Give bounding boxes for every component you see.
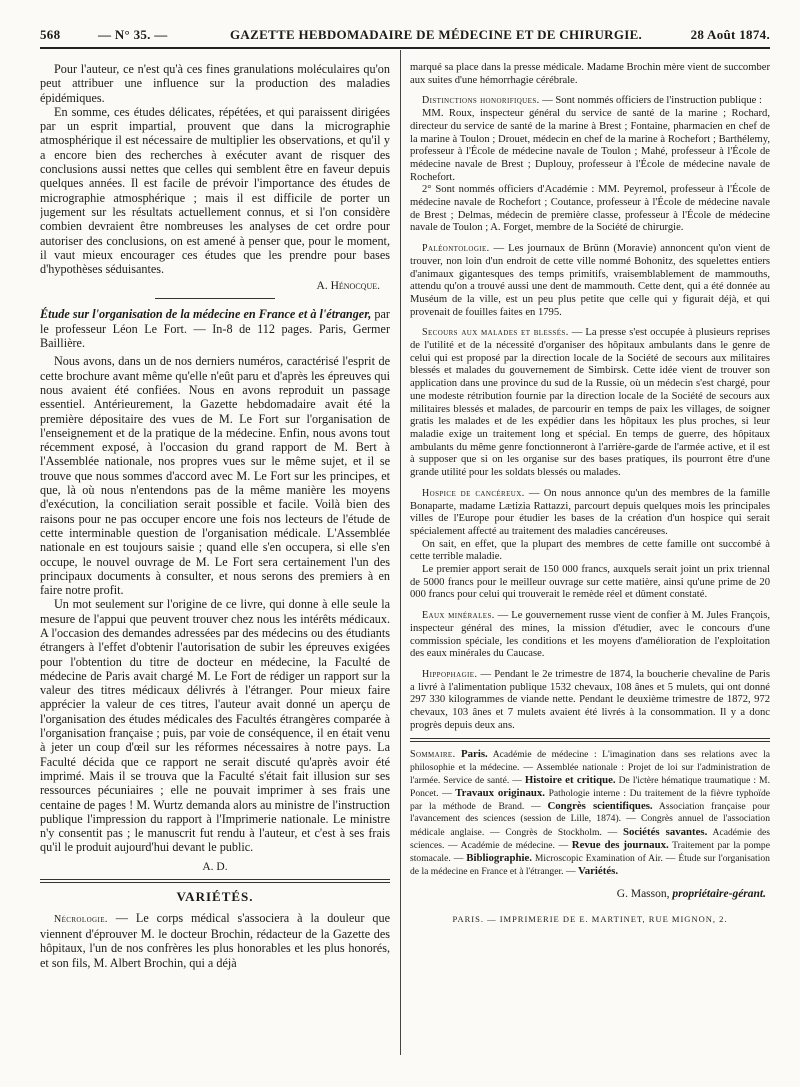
book-review-heading <box>40 307 390 350</box>
summary-travaux: Travaux originaux. <box>455 787 546 800</box>
hippophagie-label: Hippophagie. <box>422 668 478 680</box>
summary-text-6: Traitement par la pompe stomacale. — <box>410 839 770 865</box>
issue-number: — N° 35. — <box>98 27 168 42</box>
publisher-name: G. Masson, <box>616 888 673 901</box>
necrology-text: — Le corps médical s'associera à la douleur que viennent d'éprouver M. le docteur Brochin, rédacteur de la Gazette des hôpitaux, l'un de nos confrères les plus honorables et les plus honorés, et son fils, M. Albert Brochin, qui a déjà <box>40 910 390 970</box>
section-separator <box>155 298 275 299</box>
micrography-paragraph-2: En somme, ces études délicates, répétées, et qui paraissent dirigées par un esprit impartial, prouvent que dans la micrographie atmosphérique il est nécessaire de multiplier les observations, et qu'il y a encore bien des recherches à exécuter avant de risquer des conclusions aussi nettes que celles qui semblent être en faveur depuis quelques années. Il est facile de prévoir l'importance des études de micrographie atmosphérique ; mais il est difficile de porter un jugement sur les résultats actuellement connus, et si l'on considère combien devraient être nombreuses les analyses de cet ordre pour autoriser des conclusions, on est amené à penser que, pour le moment, il vaut mieux encourager ces études que les prendre pour bases d'hypothèses séduisantes. <box>40 104 390 277</box>
summary-bibliographie: Bibliographie. <box>466 852 532 865</box>
varietes-title: VARIÉTÉS. <box>176 888 254 904</box>
distinctions-intro-text: — Sont nommés officiers de l'instruction publique : <box>539 95 762 107</box>
summary-rule <box>410 738 770 742</box>
secours-label: Secours aux malades et blessés. <box>422 327 569 339</box>
left-column <box>40 62 390 1062</box>
necrology-paragraph <box>40 911 390 970</box>
column-divider <box>400 50 401 1055</box>
hippophagie-paragraph <box>410 669 770 733</box>
printer-line: PARIS. — IMPRIMERIE DE E. MARTINET, RUE MIGNON, 2. <box>452 914 728 925</box>
secours-text: — La presse s'est occupée à plusieurs reprises de l'utilité et de la nécessité d'organiser des hôpitaux ambulants dans le genre de celui qui est proposé par la direction locale de la Société de secours aux militaires blessés et malades du gouvernement de Simbirsk. Cette idée vient de trouver son application dans une province du sud de la Russie, où un médecin s'est chargé, pour une modeste rétribution fournie par la direction locale de la Société de secours aux militaires blessés et malades, de parcourir en temps de paix les villages, de soigner gratis les malades et de les expédier dans les hôpitaux les plus proches, si leur maladie exige un traitement long et spécial. En temps de guerre, des hôpitaux ambulants du même genre fonctionneront à l'arrière-garde de l'armée active, et il est à supposer que si on les organise sur des bases pratiques, ils pourront être d'une grande utilité pour les soldats blessés ou malades. <box>410 327 770 479</box>
hippophagie-text: — Pendant le 2e trimestre de 1874, la boucherie chevaline de Paris a livré à l'alimentation publique 1532 chevaux, 108 ânes et 5 mulets, qui ont donné 297 330 kilogrammes de viande nette. Pendant le deuxième trimestre de 1872, 972 chevaux, 103 ânes et 7 mulets avaient été livrés à la consommation. Il y a donc progrès depuis deux ans. <box>410 668 770 731</box>
distinctions-list-1: MM. Roux, inspecteur général du service de santé de la marine ; Rochard, directeur du service de santé de la marine à Brest ; Fontaine, pharmacien en chef de la marine à Toulon ; Drouet, médecin en chef de la marine à Rochefort ; Barthélemy, professeur à l'École de médecine navale de Toulon ; Mahé, professeur à l'École de médecine navale de Brest ; Duplouy, professeur à l'École de médecine navale de Rochefort. <box>410 108 770 183</box>
paleontology-paragraph <box>410 243 770 319</box>
summary-label: Sommaire. <box>410 749 456 761</box>
distinctions-intro <box>410 95 770 108</box>
book-details: par le professeur Léon Le Fort. — In-8 de 112 pages. Paris, Germer Baillière. <box>40 307 390 351</box>
paleontology-label: Paléontologie. <box>422 243 490 255</box>
eaux-label: Eaux minérales. <box>422 610 495 622</box>
hospice-paragraph <box>410 488 770 539</box>
book-title: Étude sur l'organisation de la médecine en France et à l'étranger, <box>40 307 372 322</box>
distinctions-list-2: 2° Sont nommés officiers d'Académie : MM. Peyremol, professeur à l'École de médecine navale de Rochefort ; Coutance, professeur à l'École de médecine navale de Brest ; Delmas, médecin de première classe, professeur à l'École de médecine navale de Toulon ; A. Forget, membre de la Société de chirurgie. <box>410 184 770 234</box>
signature-henocque: A. Hénocque. <box>316 280 380 293</box>
summary-text-2: De l'ictère hématique traumatique : M. Poncet. — <box>410 774 770 800</box>
necrology-label: Nécrologie. <box>54 913 108 925</box>
page-header <box>40 27 770 45</box>
hospice-label: Hospice de cancéreux. <box>422 487 525 499</box>
summary-text-7: Microscopic Examination of Air. — Étude sur l'organisation de la médecine en France et à l'étranger. — <box>410 853 770 878</box>
micrography-paragraph-1: Pour l'auteur, ce n'est qu'à ces fines granulations moléculaires qu'on peut attribuer une influence sur la production des maladies épidémiques. <box>40 62 390 105</box>
eaux-text: — Le gouvernement russe vient de confier à M. Jules François, inspecteur général des mines, la mission d'étudier, avec le concours d'une commission spéciale, les conditions et les moyens d'amélioration de l'exploitation des eaux minérales du Caucase. <box>410 610 770 660</box>
hospice-paragraph-2: On sait, en effet, que la plupart des membres de cette famille ont succombé à cette terrible maladie. <box>410 538 770 563</box>
summary-histoire: Histoire et critique. <box>524 773 616 786</box>
summary-congres: Congrès scientifiques. <box>547 800 653 813</box>
right-column <box>410 62 770 1062</box>
publisher-role: propriétaire-gérant. <box>672 888 766 901</box>
summary-varietes: Variétés. <box>577 865 619 878</box>
publication-title: GAZETTE HEBDOMADAIRE DE MÉDECINE ET DE CHIRURGIE. <box>230 27 643 42</box>
summary-societes: Sociétés savantes. <box>622 825 708 838</box>
secours-paragraph <box>410 327 770 479</box>
summary-block <box>410 748 770 878</box>
summary-text-3: Pathologie interne : Du traitement de la fièvre typhoïde par la méthode de Brand. — <box>410 788 770 813</box>
summary-text-4: Association française pour l'avancement des sciences (session de Lille, 1874). — Congrès annuel de l'association médicale anglaise. — Congrès de Stockholm. — <box>410 801 770 838</box>
summary-paris: Paris. <box>461 748 488 761</box>
publisher-signature <box>410 888 766 900</box>
hospice-text: — On nous annonce qu'un des membres de la famille Bonaparte, madame Lætizia Rattazzi, parcourt depuis quelques mois les principales villes de l'Europe pour étudier les bases de la création d'un hospice qui serait spécialement affecté au traitement des maladies cancéreuses. <box>410 487 770 537</box>
book-review-paragraph-1: Nous avons, dans un de nos derniers numéros, caractérisé l'esprit de cette brochure avant même qu'elle n'eût paru et d'après les épreuves qui nous avaient été confiées. Nous en avons reproduit un passage essentiel. Antérieurement, la Gazette hebdomadaire avait été la première dépositaire des vues de M. Le Fort sur l'organisation de l'enseignement et de la pratique de la médecine. Enfin, nous avons tout récemment exposé, à l'occasion du grand rapport de M. Bert à l'Assemblée nationale, nos propres vues sur le même sujet, et il se trouve que nous sommes d'accord avec M. Le Fort sur les principes, et que, là où nous n'entendons pas de la même manière les moyens d'exécution, la conciliation serait possible et facile. Voilà bien des raisons pour ne pas occuper encore une fois nos lecteurs de l'étude de cette interminable question de l'organisation médicale. L'Assemblée nationale en est toujours saisie ; quand elle s'en occupera, si elle s'en occupe, le nouvel ouvrage de M. Le Fort sera certainement l'un des principaux documents à consulter, et nous serons des premiers à en faire notre profit. <box>40 354 390 598</box>
signature-ad: A. D. <box>202 860 228 873</box>
double-rule <box>40 879 390 883</box>
summary-text-5: Académie des sciences. — Académie de médecine. — <box>410 826 770 851</box>
paleontology-text: — Les journaux de Brünn (Moravie) annoncent qu'on vient de trouver, non loin d'un endroit de cette ville nommé Bohonitz, des squelettes entiers d'animaux gigantesques des temps primitifs, vraisemblablement de mammouths, attendu qu'on a trouvé aussi une dent de mammouth. Cette dent, qui a été donnée au Muséum de la ville, est un peu plus petite que celle qui y figurait déjà, et qui provenait de fouilles faites en 1795. <box>410 243 770 318</box>
book-review-paragraph-2: Un mot seulement sur l'origine de ce livre, qui donne à elle seule la mesure de l'appui que peuvent trouver chez nous les intérêts médicaux. A l'occasion des demandes adressées par des médecins ou des étudiants étrangers à l'effet d'obtenir l'autorisation de subir les épreuves exigées pour l'obtention du titre de docteur en médecine, la Faculté de médecine de Paris avait chargé M. Le Fort de rédiger un rapport sur la valeur des titres médicaux délivrés à l'étranger. Pour mieux faire apprécier la valeur de ces titres, l'auteur avait donné un aperçu de l'organisation des études médicales des Facultés étrangères comparée à l'organisation française ; puis, par voie de conséquence, il en était venu à jeter un coup d'œil sur les réformes nécessaires à notre pays. La Faculté décida que ce rapport ne serait discuté qu'après avoir été imprimé. Mais il se trouva que la Faculté s'était fait illusion sur ses ressources pécuniaires ; elle ne pouvait imprimer à ses frais une centaine de pages ! M. Wurtz demanda alors au ministre de l'instruction publique l'impression du rapport à l'Imprimerie nationale. Le ministre n'y consentit pas ; le manuscrit fut rendu à l'auteur, et c'est à ses frais qu'il le produit aujourd'hui devant le public. <box>40 597 390 855</box>
summary-text-1: Académie de médecine : L'imagination dans ses relations avec la philosophie et la médecine. — Assemblée nationale : Projet de loi sur l'administration de l'armée. Service de santé. — <box>410 749 770 786</box>
eaux-paragraph <box>410 610 770 661</box>
page-number: 568 <box>40 27 61 42</box>
distinctions-label: Distinctions honorifiques. <box>422 95 540 107</box>
summary-revue: Revue des journaux. <box>571 838 669 851</box>
issue-date: 28 Août 1874. <box>690 27 770 42</box>
necrology-continuation: marqué sa place dans la presse médicale. Madame Brochin mère vient de succomber aux suites d'une hémorrhagie cérébrale. <box>410 62 770 86</box>
hospice-paragraph-3: Le premier apport serait de 150 000 francs, auxquels serait joint un prix triennal de 5000 francs pour le meilleur ouvrage sur cette matière, ainsi qu'une prime de 20 000 francs pour celui qui trouverait le remède réel et dûment constaté. <box>410 564 770 601</box>
header-rule <box>40 47 770 49</box>
